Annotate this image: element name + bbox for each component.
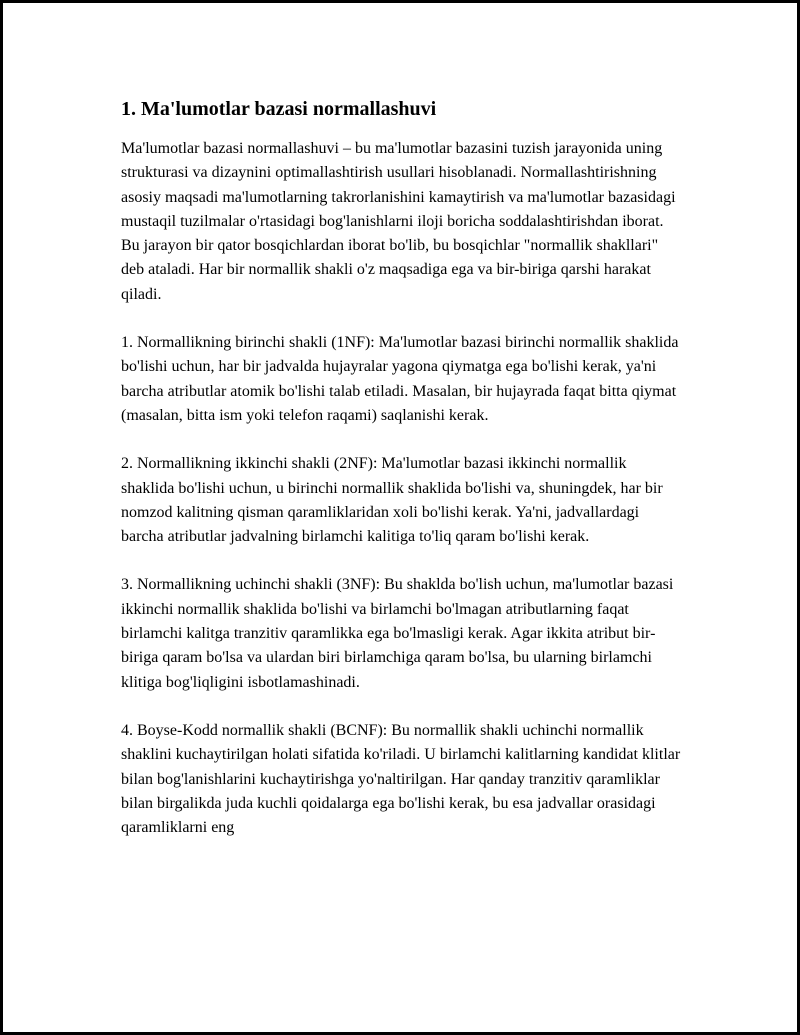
intro-paragraph: Ma'lumotlar bazasi normallashuvi – bu ma'lumotlar bazasini tuzish jarayonida uning strukturasi va dizaynini optimallashtirish usullari hisoblanadi. Normallashtirishning asosiy maqsadi ma'lumotlarning takrorlanishini kamaytirish va ma'lumotlar bazasidagi mustaqil tuzilmalar o'rtasidagi bog'lanishlarni iloji boricha soddalashtirishdan iborat. Bu jarayon bir qator bosqichlardan iborat bo'lib, bu bosqichlar "normallik shakllari" deb ataladi. Har bir normallik shakli o'z maqsadiga ega va bir-biriga qarshi harakat qiladi. <box>121 140 676 303</box>
section-title: 1. Ma'lumotlar bazasi normallashuvi <box>121 98 437 120</box>
bcnf-paragraph: 4. Boyse-Kodd normallik shakli (BCNF): Bu normallik shakli uchinchi normallik shaklini kuchaytirilgan holati sifatida ko'riladi. U birlamchi kalitlarning kandidat klitlar bilan bog'lanishlarini kuchaytirishga yo'naltirilgan. Har qanday tranzitiv qaramliklar bilan birgalikda juda kuchli qoidalarga ega bo'lishi kerak, bu esa jadvallar orasidagi qaramliklarni eng <box>121 721 681 837</box>
3nf-paragraph: 3. Normallikning uchinchi shakli (3NF): Bu shaklda bo'lish uchun, ma'lumotlar bazasi ikkinchi normallik shaklida bo'lishi va birlamchi bo'lmagan atributlarning faqat birlamchi kalitga tranzitiv qaramlikka ega bo'lmasligi kerak. Agar ikkita atribut bir-biriga qaram bo'lsa va ulardan biri birlamchiga qaram bo'lsa, bu ularning birlamchi klitiga bog'liqligini isbotlamashinadi. <box>121 576 674 691</box>
document-body <box>121 95 681 864</box>
1nf-paragraph: 1. Normallikning birinchi shakli (1NF): Ma'lumotlar bazasi birinchi normallik shaklida bo'lishi uchun, har bir jadvalda hujayralar yagona qiymatga ega bo'lishi kerak, ya'ni barcha atributlar atomik bo'lishi talab etiladi. Masalan, bir hujayrada faqat bitta qiymat (masalan, bitta ism yoki telefon raqami) saqlanishi kerak. <box>121 334 679 424</box>
2nf-paragraph: 2. Normallikning ikkinchi shakli (2NF): Ma'lumotlar bazasi ikkinchi normallik shaklida bo'lishi uchun, u birinchi normallik shaklida bo'lishi va, shuningdek, har bir nomzod kalitning qisman qaramliklaridan xoli bo'lishi kerak. Ya'ni, jadvallardagi barcha atributlar jadvalning birlamchi kalitiga to'liq qaram bo'lishi kerak. <box>121 455 663 546</box>
